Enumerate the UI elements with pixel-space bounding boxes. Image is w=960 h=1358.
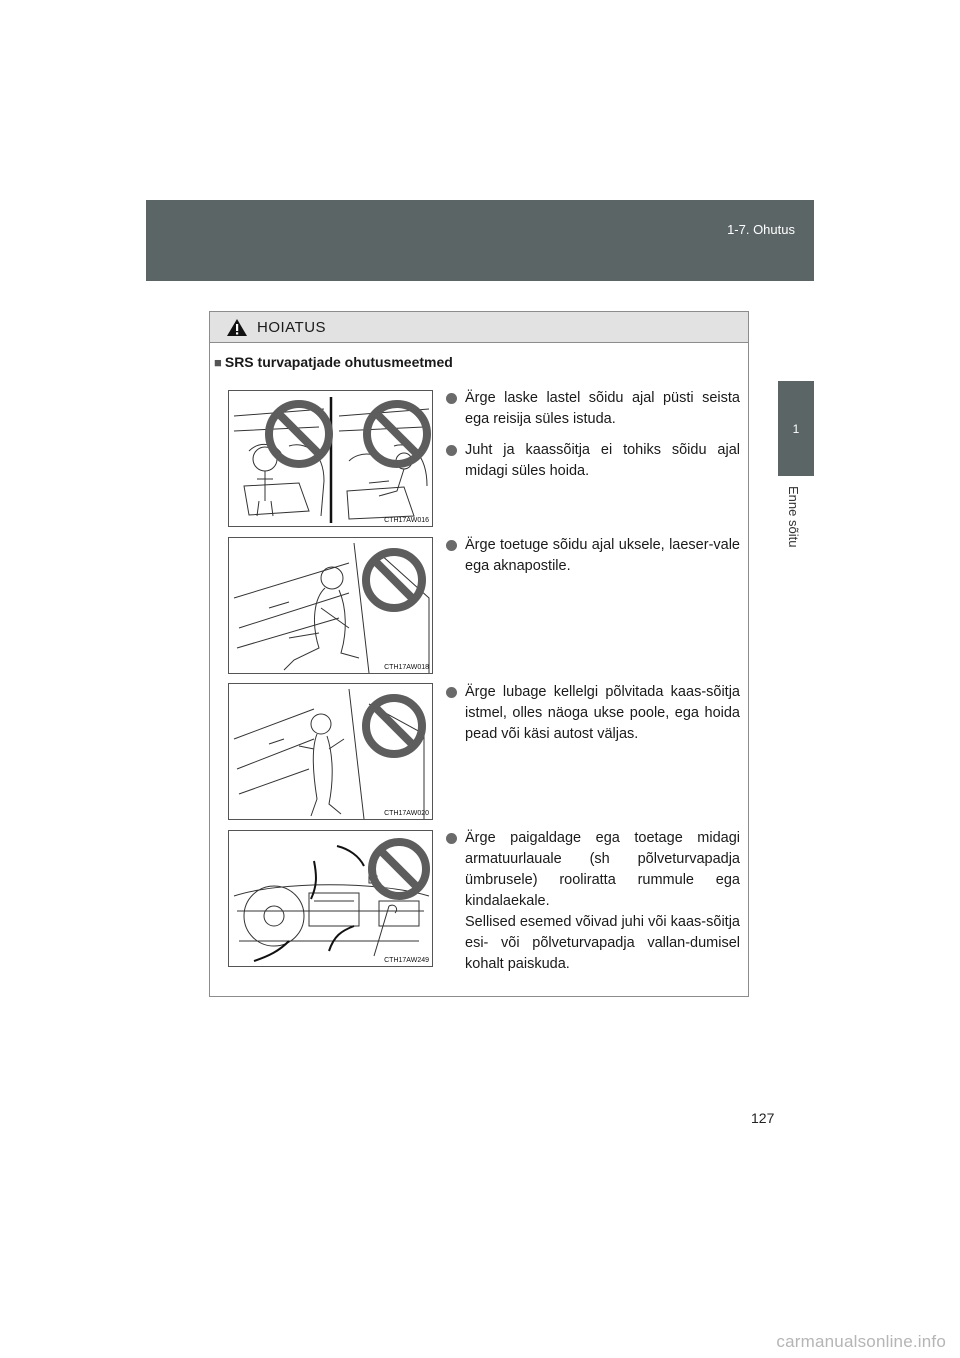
warning-triangle-icon [226, 318, 248, 337]
bullet-group-4 [446, 828, 740, 985]
illustration-child-standing [229, 391, 432, 526]
illustration-kneeling-seat [229, 684, 432, 819]
bullet-dot-icon [446, 833, 457, 844]
bullet-text: Ärge laske lastel sõidu ajal püsti seista ega reisija süles istuda. [465, 390, 740, 427]
bullet-text: Juht ja kaassõitja ei tohiks sõidu ajal midagi süles hoida. [465, 442, 740, 479]
chapter-tab [778, 381, 814, 476]
section-heading [214, 354, 453, 370]
prohibition-icon [366, 552, 422, 608]
section-title: SRS turvapatjade ohutusmeetmed [224, 354, 453, 370]
header-band [146, 200, 814, 281]
figure-code: CTH17AW016 [384, 517, 429, 524]
bullet-dot-icon [446, 687, 457, 698]
figure-dashboard-objects [228, 830, 433, 967]
bullet-item [446, 388, 740, 430]
bullet-group-3 [446, 682, 740, 755]
figure-leaning-door [228, 537, 433, 674]
figure-code: CTH17AW249 [384, 957, 429, 964]
illustration-dashboard-objects [229, 831, 432, 966]
prohibition-icon [269, 404, 329, 464]
bullet-item [446, 440, 740, 482]
illustration-leaning-door [229, 538, 432, 673]
section-label: 1-7. Ohutus [727, 222, 795, 237]
chapter-number: 1 [792, 421, 800, 436]
prohibition-icon [372, 842, 426, 896]
bullet-group-2 [446, 535, 740, 587]
bullet-dot-icon [446, 540, 457, 551]
warning-box [209, 311, 749, 997]
bullet-text: Ärge paigaldage ega toetage midagi armatuurlauale (sh põlveturvapadja ümbrusele) rooliratta rummule ega kindalaekale. Sellised esemed võivad juhi või kaas-sõitja esi- või põlveturvapadja vallan-dumisel kohalt paiskuda. [465, 830, 740, 972]
bullet-text: Ärge lubage kellelgi põlvitada kaas-sõitja istmel, olles näoga ukse poole, ega hoida pead või käsi autost väljas. [465, 684, 740, 742]
bullet-group-1 [446, 388, 740, 492]
bullet-item [446, 535, 740, 577]
prohibition-icon [367, 404, 427, 464]
section-marker: ■ [214, 355, 222, 370]
watermark: carmanualsonline.info [776, 1332, 946, 1351]
bullet-text: Ärge toetuge sõidu ajal uksele, laeser-vale ega aknapostile. [465, 537, 740, 574]
chapter-title: Enne sõitu [786, 486, 801, 548]
warning-header [210, 312, 748, 343]
bullet-dot-icon [446, 445, 457, 456]
warning-title: HOIATUS [257, 318, 327, 336]
figure-kneeling-seat [228, 683, 433, 820]
bullet-item [446, 828, 740, 975]
figure-child-standing [228, 390, 433, 527]
page-number: 127 [751, 1110, 775, 1126]
bullet-item [446, 682, 740, 745]
figure-code: CTH17AW018 [384, 664, 429, 671]
bullet-dot-icon [446, 393, 457, 404]
figure-code: CTH17AW020 [384, 810, 429, 817]
prohibition-icon [366, 698, 422, 754]
